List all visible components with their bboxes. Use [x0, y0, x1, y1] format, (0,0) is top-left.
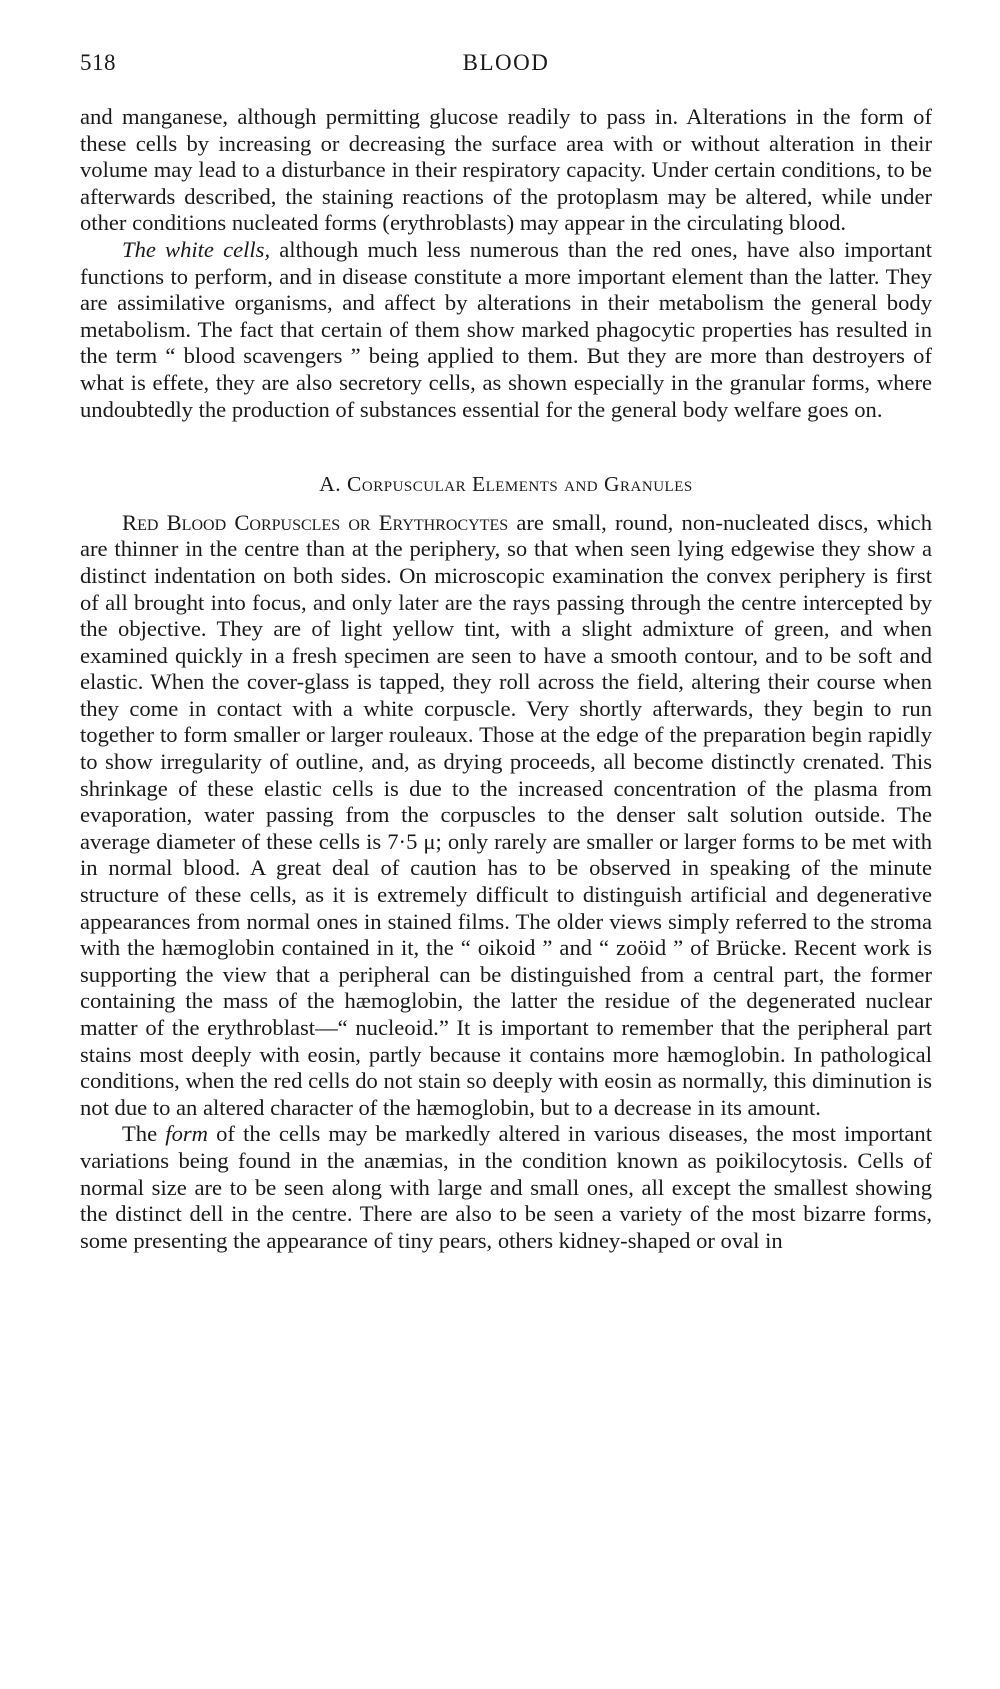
paragraph-form [80, 1121, 932, 1254]
form-lead: The [122, 1121, 166, 1147]
form-term: form [165, 1121, 208, 1147]
red-corpuscles-text: are small, round, non-nucleated discs, which are thinner in the centre than at the periphery, so that when seen lying edgewise they show a distinct indentation on both sides. On microscopic examination the convex periphery is first of all brought into focus, and only later are the rays passing through the centre intercepted by the objective. They are of light yellow tint, with a slight admixture of green, and when examined quickly in a fresh specimen are seen to have a smooth contour, and to be soft and elastic. When the cover-glass is tapped, they roll across the field, altering their course when they come in contact with a white corpuscle. Very shortly afterwards, they begin to run together to form smaller or larger rouleaux. Those at the edge of the preparation begin rapidly to show irregularity of outline, and, as drying proceeds, all become distinctly crenated. This shrinkage of these elastic cells is due to the increased concentration of the plasma from evaporation, water passing from the corpuscles to the denser salt solution outside. The average diameter of these cells is 7·5 μ; only rarely are smaller or larger forms to be met with in normal blood. A great deal of caution has to be observed in speaking of the minute structure of these cells, as it is extremely difficult to distinguish artificial and degenerative appearances from normal ones in stained films. The older views simply referred to the stroma with the hæmoglobin contained in it, the “ oikoid ” and “ zoöid ” of Brücke. Recent work is supporting the view that a peripheral can be distinguished from a central part, the former containing the mass of the hæmoglobin, the latter the residue of the degenerated nuclear matter of the erythroblast—“ nucleoid.” It is important to remember that the peripheral part stains most deeply with eosin, partly because it contains more hæmoglobin. In pathological conditions, when the red cells do not stain so deeply with eosin as normally, this diminution is not due to an altered character of the hæmoglobin, but to a decrease in its amount. [80, 509, 932, 1120]
section-heading: A. Corpuscular Elements and Granules [319, 472, 693, 497]
page-header [80, 44, 932, 82]
body-text [80, 104, 932, 1254]
book-page [80, 44, 932, 1664]
paragraph-white-cells [80, 237, 932, 423]
white-cells-text: although much less numerous than the red ones, have also important functions to perform, and in disease constitute a more important element than the latter. They are assimilative organisms, and affect by alterations in their metabolism the general body metabolism. The fact that certain of them show marked phagocytic properties has resulted in the term “ blood scavengers ” being applied to them. But they are more than destroyers of what is effete, they are also secretory cells, as shown especially in the granular forms, where undoubtedly the production of substances essential for the general body welfare goes on. [80, 236, 932, 422]
paragraph-red-corpuscles [80, 510, 932, 1122]
running-head: BLOOD [462, 50, 550, 75]
page-number: 518 [80, 50, 116, 75]
white-cells-term: The white cells, [122, 236, 271, 262]
red-corpuscles-term: Red Blood Corpuscles or Erythrocytes [122, 509, 509, 535]
form-text: of the cells may be markedly altered in various diseases, the most important variations being found in the anæmias, in the condition known as poikilocytosis. Cells of normal size are to be seen along with large and small ones, all except the smallest showing the distinct dell in the centre. There are also to be seen a variety of the most bizarre forms, some presenting the appearance of tiny pears, others kidney-shaped or oval in [80, 1121, 932, 1253]
paragraph-continuation: and manganese, although permitting glucose readily to pass in. Alterations in the form of these cells by increasing or decreasing the surface area with or without alteration in their volume may lead to a disturbance in their respiratory capacity. Under certain conditions, to be afterwards described, the staining reactions of the protoplasm may be altered, while under other conditions nucleated forms (erythroblasts) may appear in the circulating blood. [80, 104, 932, 236]
